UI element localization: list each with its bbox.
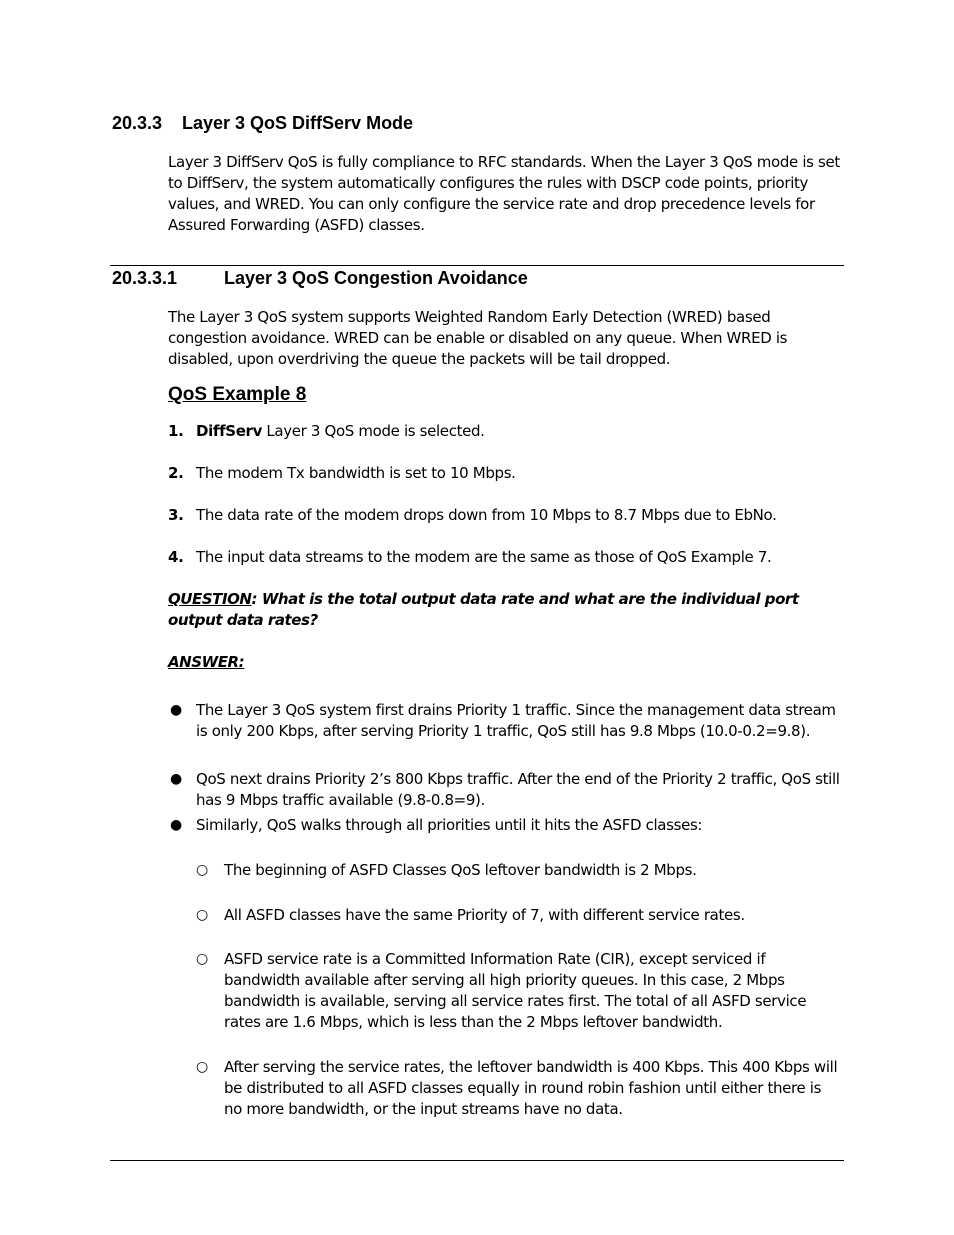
section-heading-20-3-3 xyxy=(112,113,413,134)
sub-bullet-text: The beginning of ASFD Classes QoS leftover bandwidth is 2 Mbps. xyxy=(224,861,697,879)
step-number: 1. xyxy=(168,422,184,440)
section-divider xyxy=(110,265,844,266)
bullet-icon: ● xyxy=(170,702,182,718)
step-bold: DiffServ xyxy=(196,422,262,440)
step-number: 2. xyxy=(168,464,184,482)
bullet-text: QoS next drains Priority 2’s 800 Kbps traffic. After the end of the Priority 2 traffic, QoS still has 9 Mbps traffic available (9.8-0.8=9). xyxy=(196,770,840,809)
bullet-text: Similarly, QoS walks through all priorities until it hits the ASFD classes: xyxy=(196,816,703,834)
circle-bullet-icon: ○ xyxy=(196,1059,208,1075)
section-heading-20-3-3-1 xyxy=(112,268,528,289)
question-label: QUESTION xyxy=(168,590,252,608)
footer-divider xyxy=(110,1160,844,1161)
section-number: 20.3.3.1 xyxy=(112,268,178,288)
bullet-icon: ● xyxy=(170,771,182,787)
sub-bullet-text: After serving the service rates, the leftover bandwidth is 400 Kbps. This 400 Kbps will be distributed to all ASFD classes equally in round robin fashion until either there is no more bandwidth, or the input streams have no data. xyxy=(224,1058,838,1118)
step-number: 3. xyxy=(168,506,184,524)
section-title: Layer 3 QoS Congestion Avoidance xyxy=(224,268,528,288)
circle-bullet-icon: ○ xyxy=(196,862,208,878)
step-text: The modem Tx bandwidth is set to 10 Mbps. xyxy=(196,464,516,482)
circle-bullet-icon: ○ xyxy=(196,951,208,967)
sub-bullet-text: All ASFD classes have the same Priority of 7, with different service rates. xyxy=(224,906,745,924)
section-number: 20.3.3 xyxy=(112,113,163,133)
question-text: : What is the total output data rate and what are the individual port output data rates? xyxy=(168,590,799,629)
circle-bullet-icon: ○ xyxy=(196,907,208,923)
question xyxy=(168,589,840,631)
step-number: 4. xyxy=(168,548,184,566)
section-paragraph: Layer 3 DiffServ QoS is fully compliance to RFC standards. When the Layer 3 QoS mode is set to DiffServ, the system automatically configures the rules with DSCP code points, priority values, and WRED. You can only configure the service rate and drop precedence levels for Assured Forwarding (ASFD) classes. xyxy=(168,153,840,234)
answer-label-text: ANSWER: xyxy=(168,653,245,671)
step-text: The input data streams to the modem are the same as those of QoS Example 7. xyxy=(196,548,772,566)
section-paragraph: The Layer 3 QoS system supports Weighted Random Early Detection (WRED) based congestion avoidance. WRED can be enable or disabled on any queue. When WRED is disabled, upon overdriving the queue the packets will be tail dropped. xyxy=(168,308,788,368)
step-text: The data rate of the modem drops down from 10 Mbps to 8.7 Mbps due to EbNo. xyxy=(196,506,777,524)
example-title: QoS Example 8 xyxy=(168,384,307,405)
section-title: Layer 3 QoS DiffServ Mode xyxy=(182,113,414,133)
step-rest: Layer 3 QoS mode is selected. xyxy=(262,422,485,440)
bullet-icon: ● xyxy=(170,817,182,833)
answer-label xyxy=(168,652,840,673)
step-text xyxy=(196,421,846,442)
sub-bullet-text: ASFD service rate is a Committed Information Rate (CIR), except serviced if bandwidth available after serving all high priority queues. In this case, 2 Mbps bandwidth is available, serving all service rates first. The total of all ASFD service rates are 1.6 Mbps, which is less than the 2 Mbps leftover bandwidth. xyxy=(224,950,807,1031)
bullet-text: The Layer 3 QoS system first drains Priority 1 traffic. Since the management data stream is only 200 Kbps, after serving Priority 1 traffic, QoS still has 9.8 Mbps (10.0-0.2=9.8). xyxy=(196,701,836,740)
